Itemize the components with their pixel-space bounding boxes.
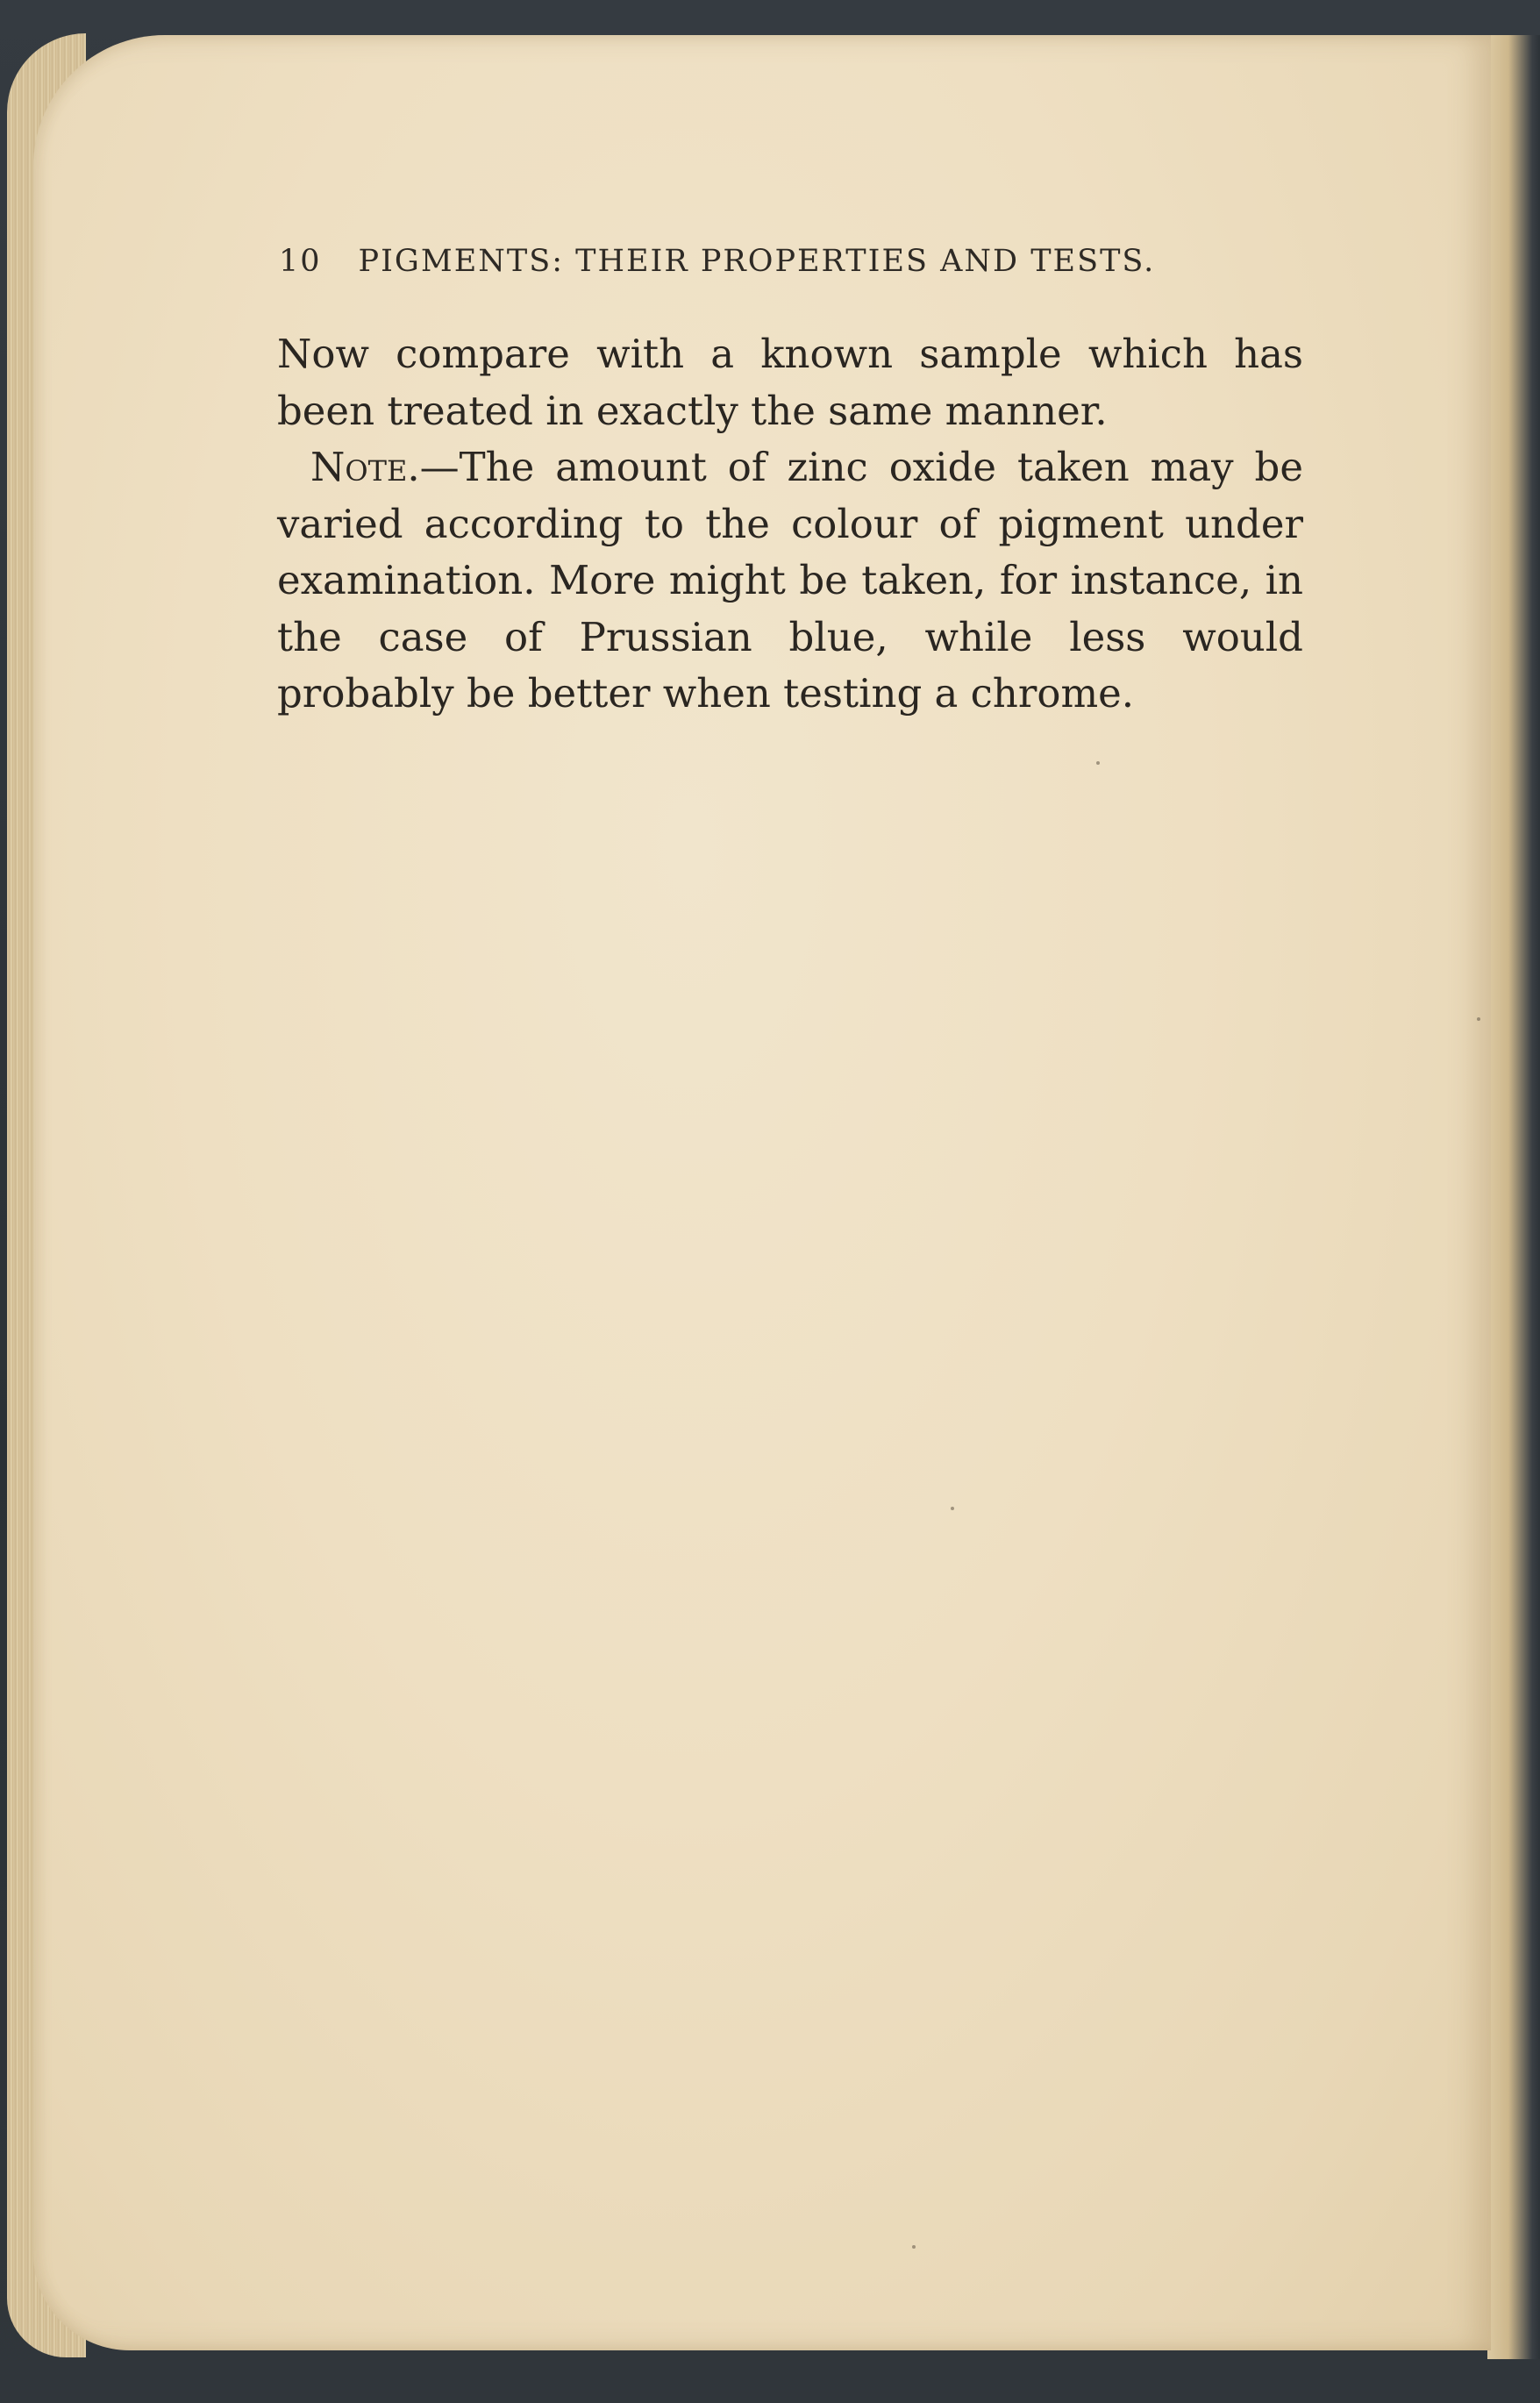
running-title: PIGMENTS: THEIR PROPERTIES AND TESTS. [358, 244, 1156, 279]
running-head [279, 244, 1226, 279]
paper-speck [1477, 1017, 1480, 1021]
note-lead: Note. [310, 444, 420, 490]
paper-speck [1096, 761, 1100, 765]
paper-speck [951, 1507, 954, 1510]
body-text [277, 326, 1303, 723]
next-leaf-edge [1487, 35, 1540, 2359]
paragraph-note [277, 439, 1303, 723]
note-text: —The amount of zinc oxide taken may be varied according to the colour of pigment under examination. More might be taken, for instance, in the case of Prussian blue, while less would probably be better when testing a chrome. [277, 444, 1303, 717]
page-number: 10 [279, 244, 322, 279]
paper-speck [912, 2245, 916, 2249]
paragraph-compare: Now compare with a known sample which has been treated in exactly the same manner. [277, 331, 1303, 434]
